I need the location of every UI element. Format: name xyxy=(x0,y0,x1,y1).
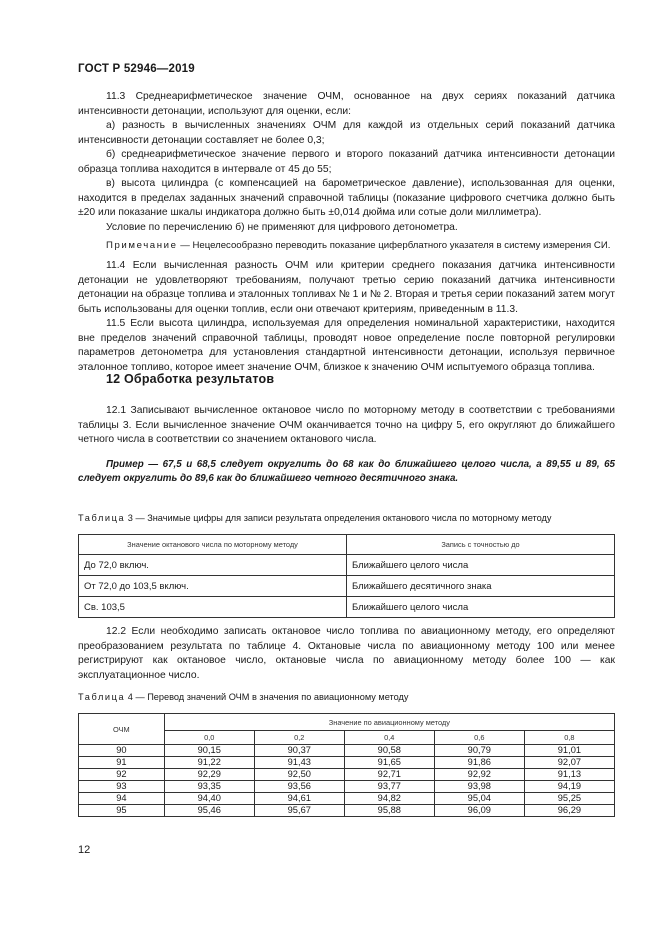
clause-12-1-block xyxy=(78,404,615,486)
table-cell: 92,29 xyxy=(164,769,254,781)
note-text: — Нецелесообразно переводить показание циферблатного указателя в систему измерения СИ. xyxy=(177,240,611,251)
table-cell: Ближайшего целого числа xyxy=(347,555,615,576)
table3-label: Таблица xyxy=(78,513,126,523)
document-header: ГОСТ Р 52946—2019 xyxy=(78,63,195,75)
table-cell: 91 xyxy=(79,757,165,769)
table-cell: 92,07 xyxy=(524,757,614,769)
table-cell: От 72,0 до 103,5 включ. xyxy=(79,576,347,597)
table-row xyxy=(79,757,615,769)
table-cell: 91,01 xyxy=(524,745,614,757)
example-paragraph: Пример — 67,5 и 68,5 следует округлить до 68 как до ближайшего целого числа, а 89,55 и 89, 65 следует округлить до 89,6 как до ближайшего четного десятичного знака. xyxy=(78,458,615,484)
paragraph-11-5: 11.5 Если высота цилиндра, используемая для определения номинальной характеристики, находится вне пределов значений справочной таблицы, проводят новое определение после повторной регулировки параметров детонометра для установления стандартной интенсивности детонации, используя первичное эталонное топливо, которое имеет значение ОЧМ, близкое к значению ОЧМ испытуемого образца топлива. xyxy=(78,318,615,373)
table-cell: 93,98 xyxy=(434,781,524,793)
table-cell: 90 xyxy=(79,745,165,757)
note-label: Примечание xyxy=(106,240,178,251)
table4-caption xyxy=(78,692,409,702)
table-cell: 94,19 xyxy=(524,781,614,793)
table-cell: 93,77 xyxy=(344,781,434,793)
table-row xyxy=(79,769,615,781)
table-cell: 90,79 xyxy=(434,745,524,757)
paragraph-11-4: 11.4 Если вычисленная разность ОЧМ или критерии среднего показания датчика интенсивности детонации не удовлетворяют требованиям, получают третью серию показаний датчика интенсивности детонации на образце топлива и эталонных топливах № 1 и № 2. Вторая и третья серии показаний затем могут быть использованы для оценки топлив, если они отвечают критериям, приведенным в 11.3. xyxy=(78,260,615,315)
paragraph-12-1: 12.1 Записывают вычисленное октановое число по моторному методу в соответствии с требованиями таблицы 3. Если вычисленное значение ОЧМ оканчивается точно на цифру 5, его округляют до ближайшего четного числа в соответствии со значением октанового числа. xyxy=(78,405,615,445)
table-cell: 91,43 xyxy=(254,757,344,769)
table-cell: 95 xyxy=(79,805,165,817)
table-cell: Ближайшего десятичного знака xyxy=(347,576,615,597)
table-cell: До 72,0 включ. xyxy=(79,555,347,576)
table-cell: 91,13 xyxy=(524,769,614,781)
table4-subheader: 0,4 xyxy=(344,731,434,745)
clause-12-2-block xyxy=(78,625,615,683)
table-cell: 92 xyxy=(79,769,165,781)
table-row xyxy=(79,805,615,817)
table-cell: 91,86 xyxy=(434,757,524,769)
table-3 xyxy=(78,534,615,618)
table-row xyxy=(79,555,615,576)
table-cell: 95,25 xyxy=(524,793,614,805)
paragraph-condition: Условие по перечислению б) не применяют для цифрового детонометра. xyxy=(106,221,458,233)
table-cell: 92,50 xyxy=(254,769,344,781)
table-cell: 95,67 xyxy=(254,805,344,817)
table-cell: 95,88 xyxy=(344,805,434,817)
note xyxy=(78,239,615,253)
table3-caption xyxy=(78,513,551,523)
table-cell: 93 xyxy=(79,781,165,793)
paragraph-12-2: 12.2 Если необходимо записать октановое число топлива по авиационному методу, его определяют преобразованием результата по таблице 4. Октановые числа по авиационному методу 100 или менее регистрируют как октановое число, октановые числа по авиационному методу более 100 — как эксплуатационное число. xyxy=(78,626,615,681)
table4-caption-text: 4 — Перевод значений ОЧМ в значения по авиационному методу xyxy=(125,692,409,702)
table-cell: 91,65 xyxy=(344,757,434,769)
table-row xyxy=(79,793,615,805)
table-cell: 93,56 xyxy=(254,781,344,793)
table-cell: 90,15 xyxy=(164,745,254,757)
table3-caption-text: 3 — Значимые цифры для записи результата определения октанового числа по моторному методу xyxy=(125,513,552,523)
table4-subheader: 0,0 xyxy=(164,731,254,745)
table-cell: 94,82 xyxy=(344,793,434,805)
table-cell: 91,22 xyxy=(164,757,254,769)
clause-11-3-block xyxy=(78,90,615,375)
table4-header-ochm: ОЧМ xyxy=(79,714,165,745)
section-title: 12 Обработка результатов xyxy=(106,372,275,386)
table-cell: 96,09 xyxy=(434,805,524,817)
table4-header-group: Значение по авиационному методу xyxy=(164,714,614,731)
paragraph-11-3-a: а) разность в вычисленных значениях ОЧМ для каждой из отдельных серий показаний датчика интенсивности детонации составляет не более 0,3; xyxy=(78,120,615,146)
paragraph-11-3-b: б) среднеарифметическое значение первого и второго показаний датчика интенсивности детонации образца топлива находится в интервале от 45 до 55; xyxy=(78,149,615,175)
table-cell: 90,37 xyxy=(254,745,344,757)
table-row xyxy=(79,781,615,793)
table3-header-row xyxy=(79,535,615,555)
table-cell: 92,92 xyxy=(434,769,524,781)
table-cell: Ближайшего целого числа xyxy=(347,597,615,618)
table-cell: 92,71 xyxy=(344,769,434,781)
table-row xyxy=(79,597,615,618)
table3-header-precision: Запись с точностью до xyxy=(347,535,615,555)
table-cell: Св. 103,5 xyxy=(79,597,347,618)
page-number: 12 xyxy=(78,844,91,856)
table3-header-ochm: Значение октанового числа по моторному методу xyxy=(79,535,347,555)
paragraph-11-3-c: в) высота цилиндра (с компенсацией на барометрическое давление), использованная для оценки, находится в пределах заданных значений справочной таблицы (показание цифрового счетчика должно быть ±20 или показание шкалы индикатора должно быть ±0,014 дюйма или сотые доли миллиметра). xyxy=(78,178,615,218)
table-cell: 93,35 xyxy=(164,781,254,793)
table-row xyxy=(79,576,615,597)
table-cell: 90,58 xyxy=(344,745,434,757)
table-cell: 94 xyxy=(79,793,165,805)
table4-subheader: 0,2 xyxy=(254,731,344,745)
table-row xyxy=(79,745,615,757)
table-cell: 95,04 xyxy=(434,793,524,805)
table-cell: 94,40 xyxy=(164,793,254,805)
table-cell: 94,61 xyxy=(254,793,344,805)
table-4 xyxy=(78,713,615,817)
table-cell: 95,46 xyxy=(164,805,254,817)
table4-subheader: 0,6 xyxy=(434,731,524,745)
table4-label: Таблица xyxy=(78,692,126,702)
paragraph-11-3: 11.3 Среднеарифметическое значение ОЧМ, основанное на двух сериях показаний датчика интенсивности детонации, используют для оценки, если: xyxy=(78,91,615,117)
table4-header-row xyxy=(79,714,615,731)
table4-subheader: 0,8 xyxy=(524,731,614,745)
table-cell: 96,29 xyxy=(524,805,614,817)
